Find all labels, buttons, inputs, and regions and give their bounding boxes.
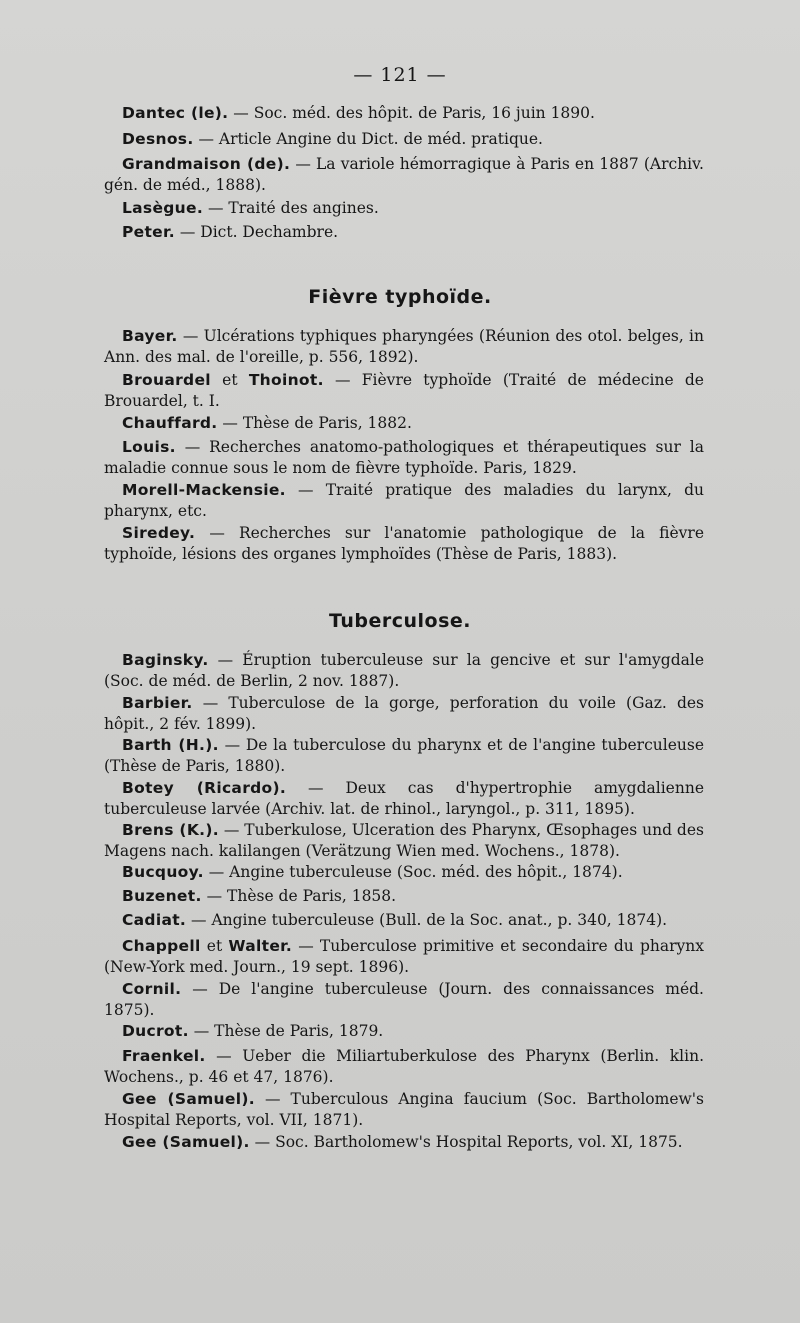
entry-author: Cornil. <box>122 980 182 998</box>
bib-entry <box>104 437 704 479</box>
entry-text: — Recherches anatomo-pathologiques et thérapeutiques sur la maladie connue sous le nom de fièvre typhoïde. Paris, 1829. <box>104 438 704 477</box>
bib-entry <box>104 820 704 862</box>
bib-entry <box>104 778 704 820</box>
bib-entry <box>104 326 704 368</box>
entry-author: Brens (K.). <box>122 821 219 839</box>
bib-entry <box>104 103 704 124</box>
entry-text: — Thèse de Paris, 1879. <box>188 1022 384 1040</box>
entry-author: Morell-Mackensie. <box>122 481 286 499</box>
bib-entry <box>104 1046 704 1088</box>
bib-entry <box>104 129 704 150</box>
entry-text: — Thèse de Paris, 1882. <box>217 414 412 432</box>
entry-text: — Fièvre typhoïde (Traité de médecine de Brouardel, t. I. <box>104 371 704 410</box>
entry-text: — La variole hémorragique à Paris en 1887 (Archiv. gén. de méd., 1888). <box>104 155 704 194</box>
bib-entry <box>104 650 704 692</box>
entry-author: Siredey. <box>122 524 196 542</box>
entry-connector: et <box>210 371 249 389</box>
section-title: Tuberculose. <box>328 610 472 632</box>
entry-author: Bayer. <box>122 327 178 345</box>
entry-text: — Angine tuberculeuse (Bull. de la Soc. anat., p. 340, 1874). <box>186 911 668 929</box>
entry-text: — Deux cas d'hypertrophie amygdalienne tuberculeuse larvée (Archiv. lat. de rhinol., laryngol., p. 311, 1895). <box>104 779 704 818</box>
entry-text: — Article Angine du Dict. de méd. pratique. <box>193 130 543 148</box>
entry-author: Chappell <box>122 937 201 955</box>
entry-author: Louis. <box>122 438 176 456</box>
entry-text: — Thèse de Paris, 1858. <box>201 887 397 905</box>
bib-entry <box>104 480 704 522</box>
entry-text: — Ueber die Miliartuberkulose des Pharynx (Berlin. klin. Wochens., p. 46 et 47, 1876). <box>104 1047 704 1086</box>
entry-author-2: Walter. <box>228 937 293 955</box>
entry-text: — Soc. Bartholomew's Hospital Reports, vol. XI, 1875. <box>249 1133 683 1151</box>
entry-author: Buzenet. <box>122 887 202 905</box>
entry-text: — Tuberkulose, Ulceration des Pharynx, Œsophages und des Magens nach. kalilangen (Verätzung Wien med. Wochens., 1878). <box>104 821 704 860</box>
bib-entry <box>104 910 704 931</box>
bib-entry <box>104 693 704 735</box>
entry-author: Gee (Samuel). <box>122 1133 250 1151</box>
bib-entry <box>104 413 704 434</box>
entry-author-2: Thoinot. <box>248 371 324 389</box>
entry-text: — De la tuberculose du pharynx et de l'angine tuberculeuse (Thèse de Paris, 1880). <box>104 736 704 775</box>
entry-text: — Traité pratique des maladies du larynx, du pharynx, etc. <box>104 481 704 520</box>
bib-entry <box>104 1021 704 1042</box>
entry-author: Baginsky. <box>122 651 209 669</box>
entry-author: Chauffard. <box>122 414 218 432</box>
bib-entry <box>104 735 704 777</box>
bib-entry <box>104 936 704 978</box>
entry-author: Dantec (le). <box>122 104 229 122</box>
bib-entry <box>104 222 704 243</box>
entry-text: — Angine tuberculeuse (Soc. méd. des hôpit., 1874). <box>203 863 623 881</box>
entry-text: — Recherches sur l'anatomie pathologique de la fièvre typhoïde, lésions des organes lymphoïdes (Thèse de Paris, 1883). <box>104 524 704 563</box>
entry-text: — Tuberculose primitive et secondaire du pharynx (New-York med. Journ., 19 sept. 1896). <box>104 937 704 976</box>
bib-entry <box>104 198 704 219</box>
bib-entry <box>104 1089 704 1131</box>
entry-text: — De l'angine tuberculeuse (Journ. des connaissances méd. 1875). <box>104 980 704 1019</box>
entry-text: — Soc. méd. des hôpit. de Paris, 16 juin 1890. <box>228 104 595 122</box>
entry-author: Peter. <box>122 223 175 241</box>
entry-text: — Traité des angines. <box>203 199 379 217</box>
bib-entry <box>104 154 704 196</box>
bib-entry <box>104 886 704 907</box>
entry-author: Bucquoy. <box>122 863 204 881</box>
entry-author: Lasègue. <box>122 199 204 217</box>
entry-author: Barth (H.). <box>122 736 219 754</box>
entry-author: Brouardel <box>122 371 211 389</box>
entry-author: Barbier. <box>122 694 193 712</box>
entry-author: Ducrot. <box>122 1022 189 1040</box>
entry-text: — Tuberculous Angina faucium (Soc. Bartholomew's Hospital Reports, vol. VII, 1871). <box>104 1090 704 1129</box>
bib-entry <box>104 979 704 1021</box>
entry-author: Gee (Samuel). <box>122 1090 255 1108</box>
entry-text: — Tuberculose de la gorge, perforation du voile (Gaz. des hôpit., 2 fév. 1899). <box>104 694 704 733</box>
entry-author: Botey (Ricardo). <box>122 779 287 797</box>
bib-entry <box>104 862 704 883</box>
entry-text: — Ulcérations typhiques pharyngées (Réunion des otol. belges, in Ann. des mal. de l'oreille, p. 556, 1892). <box>104 327 704 366</box>
entry-text: — Dict. Dechambre. <box>174 223 339 241</box>
page-number: — 121 — <box>353 64 447 86</box>
entry-text: — Éruption tuberculeuse sur la gencive et sur l'amygdale (Soc. de méd. de Berlin, 2 nov. 1887). <box>104 651 704 690</box>
entry-connector: et <box>200 937 229 955</box>
bib-entry <box>104 1132 704 1153</box>
entry-author: Cadiat. <box>122 911 187 929</box>
entry-author: Desnos. <box>122 130 194 148</box>
entry-author: Fraenkel. <box>122 1047 206 1065</box>
bib-entry <box>104 523 704 565</box>
entry-author: Grandmaison (de). <box>122 155 291 173</box>
bib-entry <box>104 370 704 412</box>
section-title: Fièvre typhoïde. <box>308 286 492 308</box>
